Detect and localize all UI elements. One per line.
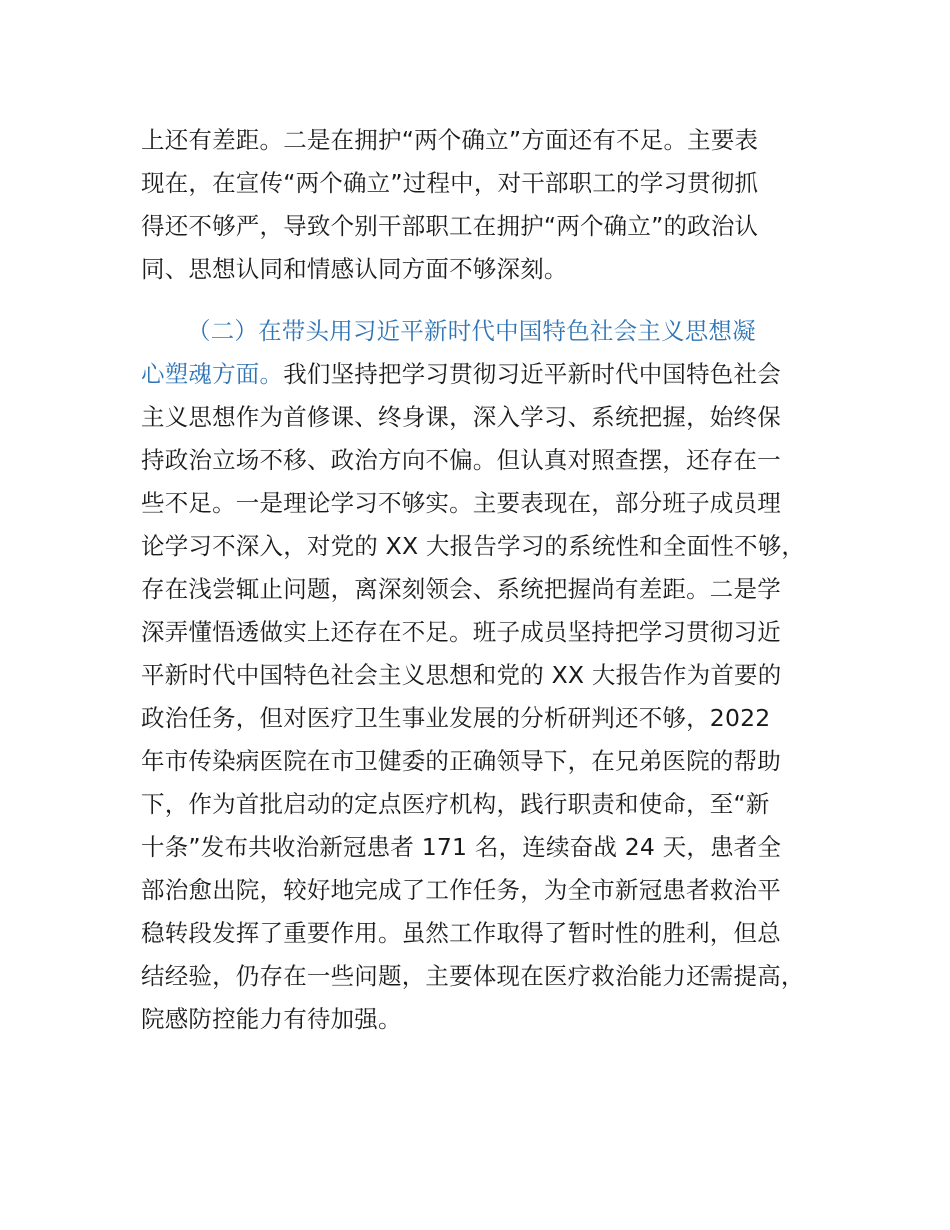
paragraph-line: 上还有差距。二是在拥护“两个确立”方面还有不足。主要表 bbox=[141, 126, 759, 154]
paragraph-line: 政治任务，但对医疗卫生事业发展的分析研判还不够，2022 bbox=[141, 704, 771, 732]
paragraph-line: 稳转段发挥了重要作用。虽然工作取得了暂时性的胜利，但总 bbox=[141, 919, 781, 947]
paragraph-line: 深弄懂悟透做实上还存在不足。班子成员坚持把学习贯彻习近 bbox=[141, 618, 781, 646]
paragraph-line: 论学习不深入，对党的 XX 大报告学习的系统性和全面性不够， bbox=[141, 532, 806, 560]
paragraph-line: 部治愈出院，较好地完成了工作任务，为全市新冠患者救治平 bbox=[141, 876, 781, 904]
paragraph-line: 持政治立场不移、政治方向不偏。但认真对照查摆，还存在一 bbox=[141, 446, 781, 474]
paragraph-line: 平新时代中国特色社会主义思想和党的 XX 大报告作为首要的 bbox=[141, 661, 782, 689]
paragraph-line: 院感防控能力有待加强。 bbox=[141, 1005, 402, 1033]
paragraph-line: 现在，在宣传“两个确立”过程中，对干部职工的学习贯彻抓 bbox=[141, 169, 759, 197]
paragraph-text: 我们坚持把学习贯彻习近平新时代中国特色社会 bbox=[283, 360, 781, 388]
heading-continuation-line bbox=[141, 359, 781, 389]
paragraph-line: 同、思想认同和情感认同方面不够深刻。 bbox=[141, 255, 568, 283]
paragraph-line: 年市传染病医院在市卫健委的正确领导下，在兄弟医院的帮助 bbox=[141, 747, 781, 775]
section-heading-line-1: （二）在带头用习近平新时代中国特色社会主义思想凝 bbox=[187, 317, 756, 345]
paragraph-line: 十条”发布共收治新冠患者 171 名，连续奋战 24 天，患者全 bbox=[141, 833, 782, 861]
paragraph-line: 得还不够严，导致个别干部职工在拥护“两个确立”的政治认 bbox=[141, 212, 759, 240]
paragraph-line: 主义思想作为首修课、终身课，深入学习、系统把握，始终保 bbox=[141, 403, 781, 431]
paragraph-line: 存在浅尝辄止问题，离深刻领会、系统把握尚有差距。二是学 bbox=[141, 575, 781, 603]
paragraph-line: 些不足。一是理论学习不够实。主要表现在，部分班子成员理 bbox=[141, 489, 781, 517]
section-heading-line-2: 心塑魂方面。 bbox=[141, 360, 284, 388]
paragraph-line: 结经验，仍存在一些问题，主要体现在医疗救治能力还需提高， bbox=[141, 962, 805, 990]
paragraph-line: 下，作为首批启动的定点医疗机构，践行职责和使命，至“新 bbox=[141, 790, 770, 818]
